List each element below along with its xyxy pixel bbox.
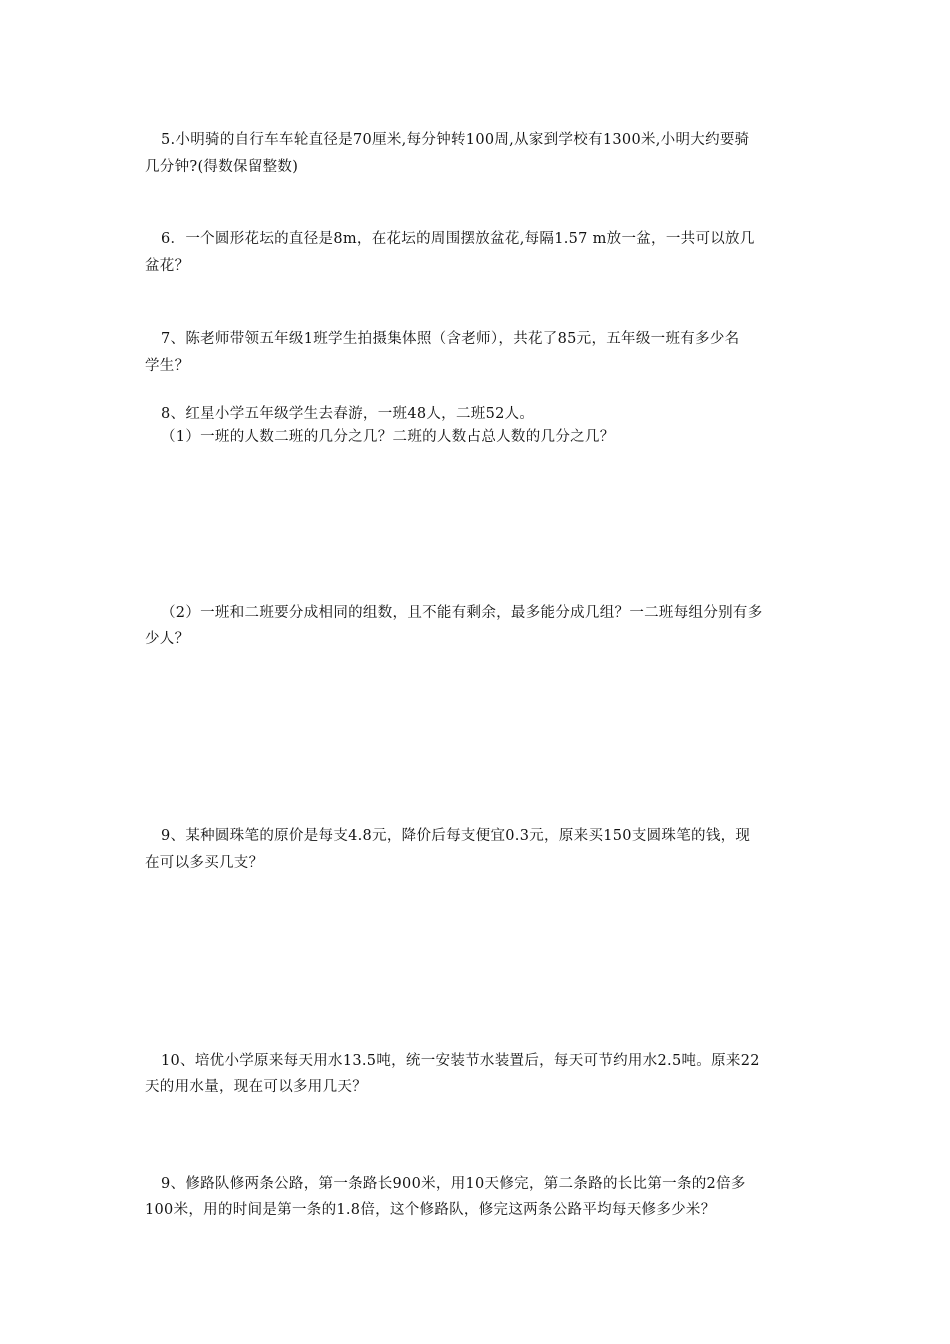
question-6-line-2: 盆花？ — [145, 258, 190, 274]
question-10-line-1: 10、培优小学原来每天用水13.5吨，统一安装节水装置后，每天可节约用水2.5吨。原来22 — [161, 1053, 760, 1069]
question-8-part-2-line-1: （2）一班和二班要分成相同的组数，且不能有剩余，最多能分成几组？一二班每组分别有多 — [161, 605, 763, 621]
question-6-line-1: 6．一个圆形花坛的直径是8m，在花坛的周围摆放盆花,每隔1.57 m放一盆，一共可以放几 — [161, 231, 755, 247]
question-8-part-1: （1）一班的人数二班的几分之几？二班的人数占总人数的几分之几？ — [161, 429, 615, 445]
question-9-pens-line-2: 在可以多买几支？ — [145, 855, 264, 871]
question-7-line-1: 7、陈老师带领五年级1班学生拍摄集体照（含老师），共花了85元，五年级一班有多少名 — [161, 331, 740, 347]
question-7-line-2: 学生？ — [145, 358, 190, 374]
question-10-line-2: 天的用水量，现在可以多用几天？ — [145, 1079, 367, 1095]
question-9-pens-line-1: 9、某种圆珠笔的原价是每支4.8元，降价后每支便宜0.3元，原来买150支圆珠笔的钱，现 — [161, 828, 751, 844]
question-9-roads-line-1: 9、修路队修两条公路，第一条路长900米，用10天修完，第二条路的长比第一条的2倍多 — [161, 1176, 746, 1192]
question-8-intro: 8、红星小学五年级学生去春游，一班48人，二班52人。 — [161, 406, 535, 422]
question-5-line-1: 5.小明骑的自行车车轮直径是70厘米,每分钟转100周,从家到学校有1300米,小明大约要骑 — [161, 132, 750, 148]
question-8-part-2-line-2: 少人？ — [145, 631, 190, 647]
question-9-roads-line-2: 100米，用的时间是第一条的1.8倍，这个修路队，修完这两条公路平均每天修多少米？ — [145, 1202, 716, 1218]
question-5-line-2: 几分钟?(得数保留整数) — [145, 159, 299, 175]
